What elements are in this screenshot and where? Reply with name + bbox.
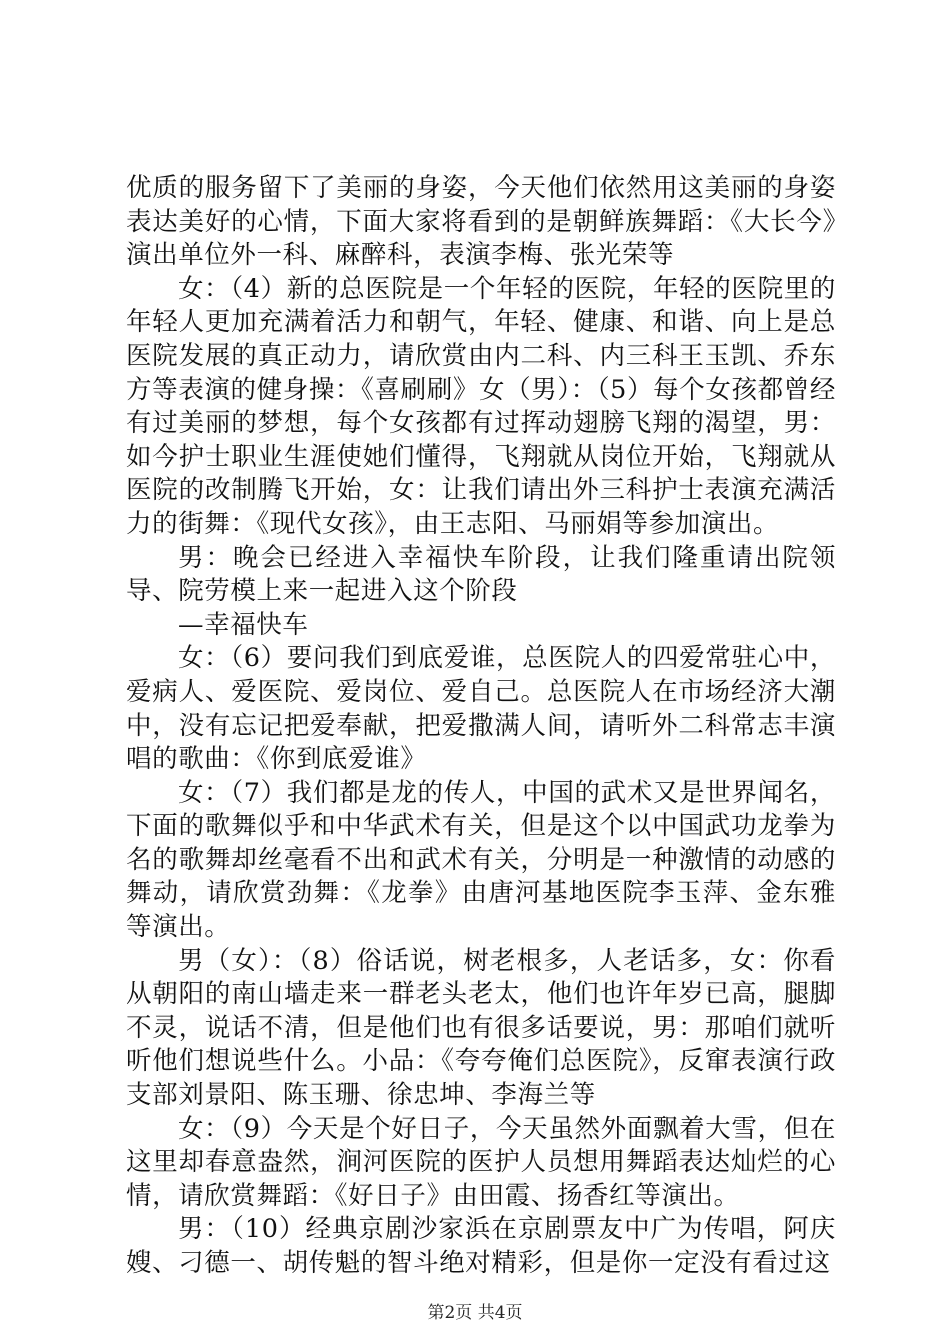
paragraph-8: 女：（9）今天是个好日子，今天虽然外面飘着大雪，但在这里却春意盎然，涧河医院的医护人员想用舞蹈表达灿烂的心情，请欣赏舞蹈：《好日子》由田霞、扬香红等演出。 <box>126 1113 836 1211</box>
paragraph-4: —幸福快车 <box>178 609 309 640</box>
paragraph-5: 女：（6）要问我们到底爱谁，总医院人的四爱常驻心中，爱病人、爱医院、爱岗位、爱自己。总医院人在市场经济大潮中，没有忘记把爱奉献，把爱撒满人间，请听外二科常志丰演唱的歌曲：《你到底爱谁》 <box>126 643 836 775</box>
paragraph-1: 优质的服务留下了美丽的身姿，今天他们依然用这美丽的身姿表达美好的心情，下面大家将看到的是朝鲜族舞蹈：《大长今》演出单位外一科、麻醉科，表演李梅、张光荣等 <box>126 173 836 271</box>
paragraph-3: 男：晚会已经进入幸福快车阶段，让我们隆重请出院领导、院劳模上来一起进入这个阶段 <box>126 542 836 607</box>
document-body <box>126 172 836 1281</box>
paragraph-7: 男（女）：（8）俗话说，树老根多，人老话多，女：你看从朝阳的南山墙走来一群老头老太，他们也许年岁已高，腿脚不灵，说话不清，但是他们也有很多话要说，男：那咱们就听听他们想说些什么。小品：《夸夸俺们总医院》，反窜表演行政支部刘景阳、陈玉珊、徐忠坤、李海兰等 <box>126 945 836 1111</box>
paragraph-9: 男：（10）经典京剧沙家浜在京剧票友中广为传唱，阿庆嫂、刁德一、胡传魁的智斗绝对精彩，但是你一定没有看过这 <box>126 1214 836 1278</box>
page-footer: 第2页 共4页 <box>427 1303 523 1323</box>
paragraph-6: 女：（7）我们都是龙的传人，中国的武术又是世界闻名，下面的歌舞似乎和中华武术有关，但是这个以中国武功龙拳为名的歌舞却丝毫看不出和武术有关，分明是一种激情的动感的舞动，请欣赏劲舞：《龙拳》由唐河基地医院李玉萍、金东雅等演出。 <box>126 777 836 943</box>
paragraph-2: 女：（4）新的总医院是一个年轻的医院，年轻的医院里的年轻人更加充满着活力和朝气，年轻、健康、和谐、向上是总医院发展的真正动力，请欣赏由内二科、内三科王玉凯、乔东方等表演的健身操：《喜刷刷》女（男）：（5）每个女孩都曾经有过美丽的梦想，每个女孩都有过挥动翅膀飞翔的渴望，男：如今护士职业生涯使她们懂得，飞翔就从岗位开始，飞翔就从医院的改制腾飞开始，女：让我们请出外三科护士表演充满活力的街舞：《现代女孩》，由王志阳、马丽娟等参加演出。 <box>126 273 836 539</box>
